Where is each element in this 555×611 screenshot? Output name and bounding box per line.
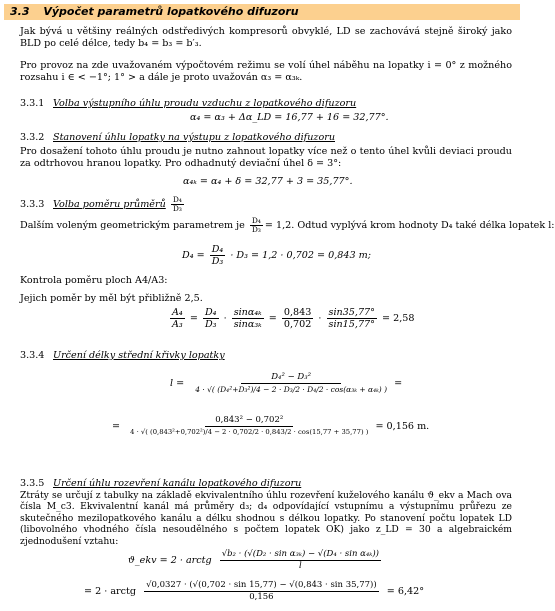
- section-number: 3.3: [10, 5, 30, 18]
- equation-blade-length: l = $\frac{\text{D₄² − D₃²}}{\text{4 · √( (D₄²+D₃²)/4 − 2 · D₃/2 · D₄/2 · cos(α₃ₖ + α₄ₖ) )}}$ =: [170, 372, 403, 394]
- subsection-3-3-5-heading: [20, 478, 301, 490]
- subsection-number: 3.3.2: [20, 132, 45, 143]
- diameter-ratio-fraction: $\frac{\text{D₄}}{\text{D₃}}$: [172, 195, 182, 213]
- area-check-note: Jejich poměr by měl být přibližně 2,5.: [20, 293, 203, 304]
- area-check-line: Kontrola poměru ploch A4/A3:: [20, 275, 168, 286]
- equation-d4: D₄ = $\frac{\text{D₄}}{\text{D₃}}$ · D₃ = 1,2 · 0,702 = 0,843 m;: [182, 244, 371, 267]
- subsection-3-3-4-heading: [20, 350, 225, 362]
- intro-paragraph-2: Pro provoz na zde uvažovaném výpočtovém režimu se volí úhel náběhu na lopatky i = 0° z možného rozsahu i ∈ < −1°; 1° > a dále je proto uvažován α₃ = α₃ₖ.: [20, 60, 512, 83]
- subsection-number: 3.3.1: [20, 98, 45, 109]
- equation-alpha4: α₄ = α₃ + Δα_LD = 16,77 + 16 = 32,77°.: [190, 112, 389, 123]
- subsection-3-3-1-heading: [20, 98, 356, 110]
- equation-theta-ekv-numeric: = 2 · arctg $\frac{√0,0327 \cdot (√(0,702 \cdot \sin 15,77) - √(0,843 \cdot \sin 35,77))}{0,156}$ = 6,42°: [84, 580, 424, 602]
- section-title: Výpočet parametrů lopatkového difuzoru: [43, 5, 299, 18]
- subsection-3-3-2-heading: [20, 132, 335, 144]
- subsection-number: 3.3.3: [20, 199, 45, 210]
- equivalent-angle-paragraph: Ztráty se určují z tabulky na základě ekvivalentního úhlu rozevření kuželového kanálu ϑ_ekv a Mach ova čísla M_c3. Ekvivalentní kanál má průměry d₃; d₄ odpovídající vstupnímu a výstupnímu průřezu ze skutečného mezilopatkového kanálu a délku shodnou s délkou lopatky. Po stanovení počtu lopatek LD (libovolného vhodného čísla nesoudělného s počtem lopatek OK) jako z_LD = 30 a algebraickém zjednodušení vztahu:: [20, 490, 512, 547]
- subsection-number: 3.3.5: [20, 478, 45, 489]
- subsection-title: Volba poměru průměrů: [53, 199, 166, 210]
- diameter-ratio-paragraph: Dalším voleným geometrickým parametrem je $\frac{\text{D₄}}{\text{D₃}}$ = 1,2. Odtud vyplývá krom hodnoty D₄ také délka lopatek l:: [20, 216, 555, 234]
- equation-alpha4k: α₄ₖ = α₄ + δ = 32,77 + 3 = 35,77°.: [183, 176, 353, 187]
- equation-area-ratio: $\frac{\text{A₄}}{\text{A₃}}$ = $\frac{\text{D₄}}{\text{D₃}}$ · $\frac{\text{sinα₄ₖ}}{\text{sinα₃ₖ}}$ = $\frac{0,843}{0,702}$ · $\frac{\sin 35,77^\circ}{\sin 15,77^\circ}$ = 2,58: [172, 307, 415, 330]
- subsection-title: Stanovení úhlu lopatky na výstupu z lopatkového difuzoru: [53, 132, 335, 143]
- equation-blade-length-numeric: = 0,843² − 0,702² 4 · √( (0,843²+0,702²)/4 − 2 · 0,702/2 · 0,843/2 · cos(15,77 + 35,77) ) = 0,156 m.: [112, 415, 430, 436]
- deviation-paragraph: Pro dosažení tohoto úhlu proudu je nutno zahnout lopatky více než o tento úhel kvůli deviaci proudu za odtrhovou hranou lopatky. Pro odhadnutý deviační úhel δ = 3°:: [20, 146, 512, 169]
- subsection-title: Určení délky střední křivky lopatky: [53, 350, 225, 361]
- subsection-title: Volba výstupního úhlu proudu vzduchu z lopatkového difuzoru: [53, 98, 357, 109]
- subsection-title: Určení úhlu rozevření kanálu lopatkového difuzoru: [53, 478, 302, 489]
- intro-paragraph-1: Jak bývá u většiny reálných odstředivých kompresorů obvyklé, LD se zachovává stejně široký jako BLD po celé délce, tedy b₄ = b₃ = b′₃.: [20, 26, 512, 49]
- subsection-3-3-3-heading: [20, 196, 186, 213]
- equation-theta-ekv: ϑ_ekv = 2 · arctg $\frac{\text{√b₂ · (√(D₂ · sin α₃ₖ) − √(D₄ · sin α₄ₖ))}}{l}$: [128, 549, 379, 571]
- subsection-number: 3.3.4: [20, 350, 45, 361]
- section-heading: [4, 4, 520, 20]
